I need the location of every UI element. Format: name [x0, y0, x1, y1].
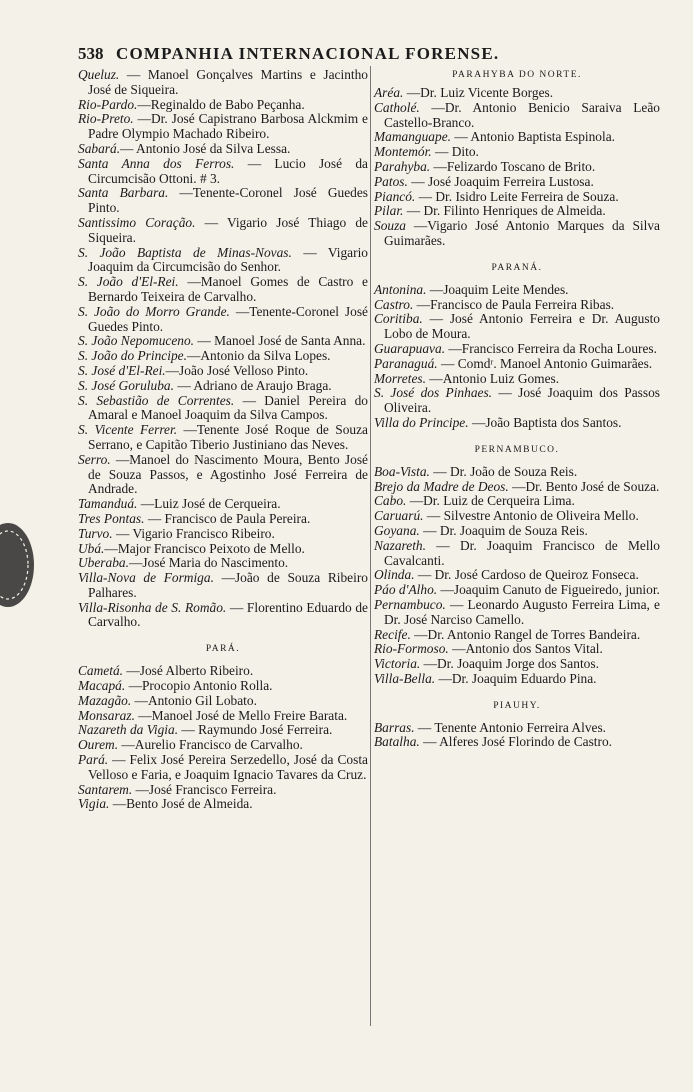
entry-place: Villa-Nova de Formiga. [78, 570, 214, 586]
entry-names: — Antonio José da Silva Lessa. [120, 140, 291, 156]
entry-place: S. Sebastião de Correntes. [78, 392, 235, 408]
directory-entry [374, 204, 660, 219]
directory-entry [374, 598, 660, 628]
entry-names: —Antonio Gil Lobato. [131, 692, 257, 708]
directory-entry [78, 797, 368, 812]
entry-names: — José Antonio Ferreira e Dr. Augusto Lobo de Moura. [384, 311, 660, 342]
entry-names: — Dr. Isidro Leite Ferreira de Souza. [415, 188, 619, 204]
entry-list [78, 68, 368, 630]
directory-entry [374, 524, 660, 539]
entry-names: — Dr. Filinto Henriques de Almeida. [403, 203, 606, 219]
directory-entry [78, 527, 368, 542]
entry-names: —Dr. Antonio Rangel de Torres Bandeira. [410, 626, 641, 642]
entry-names: —Dr. Luiz de Cerqueira Lima. [406, 493, 575, 509]
entry-place: Uberaba. [78, 555, 129, 571]
entry-list [78, 664, 368, 812]
left-column [78, 68, 368, 812]
directory-entry [78, 423, 368, 453]
entry-place: Nazareth. [374, 537, 426, 553]
entry-place: Rio-Pardo. [78, 96, 138, 112]
entry-place: Rio-Formoso. [374, 641, 449, 657]
entry-names: —Tenente José Roque de Souza Serrano, e Capitão Tiberio Justiniano das Neves. [88, 422, 368, 452]
entry-place: Catholé. [374, 99, 420, 115]
entry-names: — Vigario Joaquim da Circumcisão do Senhor. [88, 244, 369, 275]
entry-place: Guarapuava. [374, 340, 446, 356]
entry-place: Pernambuco. [374, 596, 446, 612]
directory-entry [78, 275, 368, 305]
entry-place: Queluz. [78, 67, 120, 82]
entry-names: —Francisco Ferreira da Rocha Loures. [445, 340, 657, 356]
entry-place: Rio-Preto. [78, 111, 134, 127]
directory-entry [78, 216, 368, 246]
entry-place: S. João Baptista de Minas-Novas. [78, 244, 292, 260]
entry-names: — Lucio José da Circumcisão Ottoni. # 3. [88, 155, 368, 186]
entry-names: — Raymundo José Ferreira. [178, 722, 333, 738]
entry-place: Turvo. [78, 525, 113, 541]
page-number: 538 [78, 44, 104, 63]
entry-names: —Procopio Antonio Rolla. [125, 678, 273, 694]
entry-list [374, 465, 660, 687]
directory-entry [78, 98, 368, 113]
directory-entry [374, 416, 660, 431]
entry-place: Goyana. [374, 522, 420, 538]
entry-names: — Silvestre Antonio de Oliveira Mello. [423, 508, 639, 524]
directory-entry [78, 246, 368, 276]
directory-entry [374, 342, 660, 357]
directory-entry [374, 175, 660, 190]
entry-names: —Dr. Joaquim Jorge dos Santos. [420, 656, 599, 672]
entry-place: Tamanduá. [78, 496, 138, 512]
entry-place: Castro. [374, 296, 414, 312]
directory-entry [374, 86, 660, 101]
entry-place: Cametá. [78, 663, 124, 679]
directory-entry [374, 642, 660, 657]
entry-place: Caruarú. [374, 508, 424, 524]
section-heading-para: PARÁ. [205, 644, 241, 655]
directory-entry [374, 539, 660, 569]
directory-entry [78, 753, 368, 783]
entry-names: — Dr. Joaquim Francisco de Mello Cavalcanti. [384, 537, 660, 568]
entry-place: Ourem. [78, 737, 119, 753]
entry-names: —Tenente-Coronel José Guedes Pinto. [88, 303, 368, 334]
library-stamp-mark [0, 515, 42, 615]
entry-names: —Joaquim Leite Mendes. [426, 281, 569, 297]
entry-place: Mazagão. [78, 692, 132, 708]
directory-entry [374, 145, 660, 160]
directory-entry [374, 628, 660, 643]
entry-names: —Vigario José Antonio Marques da Silva Guimarães. [384, 218, 660, 248]
directory-entry [374, 160, 660, 175]
entry-place: Páo d'Alho. [374, 582, 438, 598]
entry-place: Paranaguá. [374, 355, 438, 371]
entry-place: S. José dos Pinhaes. [374, 385, 493, 401]
entry-place: Montemór. [374, 144, 432, 160]
directory-entry [374, 190, 660, 205]
entry-names: — Florentino Eduardo de Carvalho. [88, 599, 368, 630]
directory-entry [374, 735, 660, 750]
directory-entry [374, 386, 660, 416]
entry-list [374, 283, 660, 431]
entry-names: — Antonio Baptista Espinola. [450, 129, 616, 145]
entry-names: — Dr. José Cardoso de Queiroz Fonseca. [414, 567, 639, 583]
directory-entry [78, 709, 368, 724]
entry-names: —Bento José de Almeida. [109, 796, 253, 812]
entry-place: Santa Barbara. [78, 185, 169, 201]
entry-names: —José Maria do Nascimento. [128, 555, 289, 571]
entry-place: Santa Anna dos Ferros. [78, 155, 235, 171]
entry-place: Monsaraz. [78, 707, 135, 723]
entry-place: Tres Pontas. [78, 510, 145, 526]
entry-list [374, 86, 660, 249]
entry-names: —José Alberto Ribeiro. [123, 663, 254, 679]
entry-place: Antonina. [374, 281, 427, 297]
directory-entry [374, 509, 660, 524]
entry-names: — Daniel Pereira do Amaral e Manoel Joaquim da Silva Campos. [88, 392, 368, 423]
entry-names: — Tenente Antonio Ferreira Alves. [414, 719, 607, 735]
entry-place: Brejo da Madre de Deos. [374, 478, 509, 494]
directory-entry [78, 186, 368, 216]
directory-entry [78, 305, 368, 335]
entry-place: Cabo. [374, 493, 407, 509]
column-divider [370, 66, 371, 1026]
entry-names: — Dr. Joaquim de Souza Reis. [419, 522, 588, 538]
directory-entry [374, 568, 660, 583]
directory-entry [78, 68, 368, 98]
entry-names: — José Joaquim Ferreira Lustosa. [407, 173, 594, 189]
entry-place: Pará. [78, 752, 109, 768]
section-heading-pernambuco: PERNAMBUCO. [474, 444, 560, 455]
entry-names: — Vigario José Thiago de Siqueira. [88, 214, 368, 245]
entry-place: S. Vicente Ferrer. [78, 422, 178, 438]
entry-names: —Reginaldo de Babo Peçanha. [137, 96, 305, 112]
entry-place: S. José d'El-Rei. [78, 362, 166, 378]
entry-place: Piancó. [374, 188, 416, 204]
entry-names: —Tenente-Coronel José Guedes Pinto. [88, 185, 368, 216]
entry-place: Nazareth da Vigia. [78, 722, 179, 738]
directory-entry [78, 738, 368, 753]
directory-entry [374, 657, 660, 672]
entry-place: Villa-Bella. [374, 670, 436, 686]
entry-place: Macapá. [78, 678, 126, 694]
entry-names: — Manoel José de Santa Anna. [194, 333, 366, 349]
entry-place: Victoria. [374, 656, 421, 672]
entry-names: —Joaquim Canuto de Figueiredo, junior. [437, 582, 660, 598]
entry-names: — Dr. João de Souza Reis. [429, 463, 578, 479]
entry-names: —Manoel Gomes de Castro e Bernardo Teixeira de Carvalho. [88, 274, 368, 304]
directory-entry [374, 583, 660, 598]
entry-names: —João de Souza Ribeiro Palhares. [88, 570, 368, 600]
entry-place: Villa do Principe. [374, 414, 469, 430]
directory-entry [78, 379, 368, 394]
entry-place: Pilar. [374, 203, 404, 219]
directory-entry [78, 334, 368, 349]
directory-entry [374, 130, 660, 145]
entry-names: — Vigario Francisco Ribeiro. [112, 525, 275, 541]
section-heading-parahyba: PARAHYBA DO NORTE. [452, 70, 582, 80]
entry-place: S. José Goruluba. [78, 377, 174, 393]
entry-place: S. João Nepomuceno. [78, 333, 195, 349]
entry-place: Ubá. [78, 540, 105, 556]
entry-place: Villa-Risonha de S. Romão. [78, 599, 227, 615]
directory-entry [374, 672, 660, 687]
entry-place: Sabará. [78, 140, 121, 156]
entry-list [374, 721, 660, 751]
directory-entry [374, 372, 660, 387]
directory-entry [78, 512, 368, 527]
entry-names: —Francisco de Paula Ferreira Ribas. [413, 296, 615, 312]
entry-names: —Major Francisco Peixoto de Mello. [104, 540, 305, 556]
entry-place: Santissimo Coração. [78, 214, 196, 230]
directory-entry [78, 783, 368, 798]
entry-names: —Aurelio Francisco de Carvalho. [118, 737, 303, 753]
entry-place: S. João do Principe. [78, 348, 187, 364]
entry-names: —Dr. José Capistrano Barbosa Alckmim e Padre Olympio Machado Ribeiro. [88, 111, 368, 142]
directory-entry [374, 101, 660, 131]
directory-entry [78, 679, 368, 694]
right-column [374, 68, 660, 750]
directory-entry [78, 364, 368, 379]
entry-names: —João Baptista dos Santos. [468, 414, 622, 430]
entry-names: —José Francisco Ferreira. [132, 781, 277, 797]
entry-names: —Dr. Bento José de Souza. [508, 478, 660, 494]
directory-entry [374, 283, 660, 298]
entry-names: — Dito. [431, 144, 479, 160]
entry-place: Vigia. [78, 796, 110, 812]
entry-place: Coritiba. [374, 311, 423, 327]
directory-entry [374, 465, 660, 480]
directory-entry [374, 721, 660, 736]
entry-place: Patos. [374, 173, 408, 189]
directory-entry [78, 394, 368, 424]
entry-place: Mamanguape. [374, 129, 451, 145]
entry-names: —Dr. Joaquim Eduardo Pina. [435, 670, 597, 686]
section-heading-piauhy: PIAUHY. [493, 700, 541, 711]
entry-place: Recife. [374, 626, 411, 642]
directory-entry [78, 453, 368, 497]
directory-entry [78, 157, 368, 187]
entry-place: Santarem. [78, 781, 133, 797]
directory-entry [78, 664, 368, 679]
directory-entry [78, 556, 368, 571]
directory-entry [374, 494, 660, 509]
directory-entry [78, 497, 368, 512]
directory-entry [78, 542, 368, 557]
directory-entry [374, 312, 660, 342]
section-heading-parana: PARANÁ. [491, 262, 543, 273]
entry-names: — José Joaquim dos Passos Oliveira. [384, 385, 660, 416]
entry-place: Olinda. [374, 567, 415, 583]
entry-place: Morretes. [374, 370, 426, 386]
entry-place: Aréa. [374, 85, 404, 100]
directory-entry [78, 723, 368, 738]
directory-entry [374, 219, 660, 249]
entry-place: Serro. [78, 451, 111, 467]
entry-place: Barras. [374, 719, 415, 735]
entry-names: —Dr. Luiz Vicente Borges. [403, 85, 554, 100]
directory-entry [374, 298, 660, 313]
entry-names: —João José Velloso Pinto. [165, 362, 309, 378]
directory-entry [78, 694, 368, 709]
entry-names: — Alferes José Florindo de Castro. [419, 734, 613, 750]
entry-names: —Manoel José de Mello Freire Barata. [134, 707, 348, 723]
directory-entry [374, 480, 660, 495]
entry-place: S. João d'El-Rei. [78, 274, 179, 290]
entry-names: —Felizardo Toscano de Brito. [430, 158, 596, 174]
entry-names: — Comdʳ. Manoel Antonio Guimarães. [437, 355, 653, 371]
directory-entry [78, 112, 368, 142]
entry-names: — Leonardo Augusto Ferreira Lima, e Dr. José Narciso Camello. [384, 596, 660, 627]
entry-place: Parahyba. [374, 158, 431, 174]
entry-place: Batalha. [374, 734, 420, 750]
page-header [78, 44, 678, 66]
directory-entry [78, 601, 368, 631]
entry-names: — Manoel Gonçalves Martins e Jacintho José de Siqueira. [88, 67, 368, 97]
directory-entry [78, 349, 368, 364]
entry-place: Souza [374, 218, 406, 234]
entry-names: —Luiz José de Cerqueira. [137, 496, 281, 512]
entry-names: —Antonio da Silva Lopes. [186, 348, 331, 364]
entry-names: —Manoel do Nascimento Moura, Bento José de Souza Passos, e Agostinho José Ferreira de Andrade. [88, 451, 368, 497]
entry-place: Boa-Vista. [374, 463, 430, 479]
directory-entry [78, 571, 368, 601]
entry-names: —Antonio dos Santos Vital. [448, 641, 603, 657]
directory-entry [374, 357, 660, 372]
page-title: COMPANHIA INTERNACIONAL FORENSE. [116, 44, 500, 63]
entry-names: — Francisco de Paula Pereira. [144, 510, 311, 526]
entry-names: —Antonio Luiz Gomes. [425, 370, 560, 386]
entry-names: — Adriano de Araujo Braga. [173, 377, 332, 393]
directory-entry [78, 142, 368, 157]
entry-names: —Dr. Antonio Benicio Saraiva Leão Castello-Branco. [384, 99, 660, 130]
entry-names: — Felix José Pereira Serzedello, José da Costa Velloso e Faria, e Joaquim Ignacio Tavares da Cruz. [88, 752, 368, 782]
entry-place: S. João do Morro Grande. [78, 303, 230, 319]
